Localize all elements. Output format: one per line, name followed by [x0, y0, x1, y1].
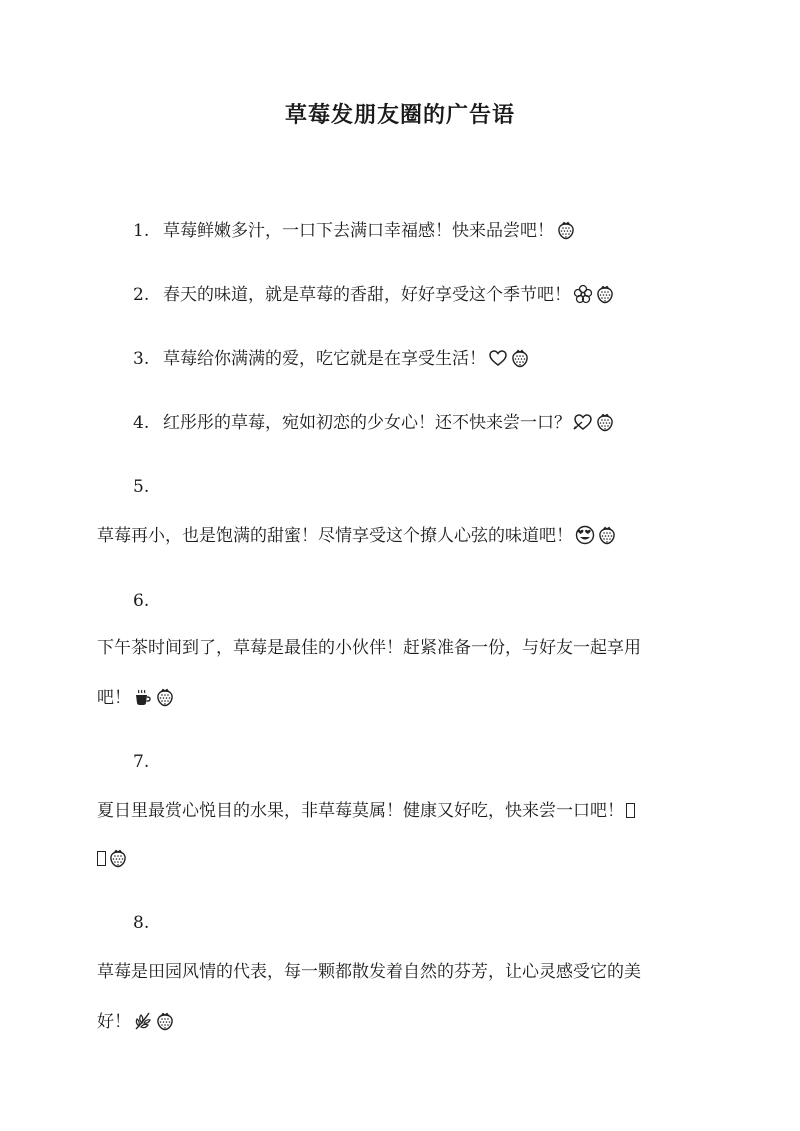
item-4-number: 4.: [133, 413, 150, 433]
item-8-text-line-2: [97, 1010, 175, 1034]
item-4-text: 红彤彤的草莓，宛如初恋的少女心！还不快来尝一口？: [163, 413, 571, 433]
missing-glyph-box: [626, 803, 635, 818]
item-5-number: 5.: [133, 477, 150, 497]
item-8-text-2: 好！: [97, 1012, 131, 1032]
strawberry-icon: [108, 848, 128, 868]
strawberry-icon: [556, 220, 576, 240]
item-5-text: 草莓再小，也是饱满的甜蜜！尽情享受这个撩人心弦的味道吧！: [97, 526, 573, 546]
item-3-text-line: [163, 347, 530, 371]
item-1-number: 1.: [133, 221, 150, 241]
item-3-number: 3.: [133, 349, 150, 369]
item-4-text-line: [163, 411, 615, 435]
strawberry-icon: [155, 687, 175, 707]
item-5-text-line: [97, 524, 617, 548]
herb-icon: [133, 1011, 153, 1031]
item-6-text-1: 下午茶时间到了，草莓是最佳的小伙伴！赶紧准备一份，与好友一起享用: [97, 638, 641, 658]
item-3-text: 草莓给你满满的爱，吃它就是在享受生活！: [163, 349, 486, 369]
strawberry-icon: [595, 412, 615, 432]
item-7-text-1: 夏日里最赏心悦目的水果，非草莓莫属！健康又好吃，快来尝一口吧！: [97, 801, 624, 821]
strawberry-icon: [597, 525, 617, 545]
flower-icon: [573, 284, 593, 304]
item-6-text-line-2: [97, 686, 175, 710]
item-6-text-2: 吧！: [97, 688, 131, 708]
item-2-text: 春天的味道，就是草莓的香甜，好好享受这个季节吧！: [163, 285, 571, 305]
hot-beverage-icon: [133, 687, 153, 707]
item-6-text-line-1: [97, 636, 641, 660]
item-6-number: 6.: [133, 591, 150, 611]
item-2-number: 2.: [133, 285, 150, 305]
document-title: 草莓发朋友圈的广告语: [284, 102, 515, 128]
item-7-number: 7.: [133, 752, 150, 772]
item-1-text-line: [163, 219, 576, 243]
missing-glyph-box: [97, 851, 106, 866]
item-7-text-line-1: [97, 799, 635, 823]
item-8-number: 8.: [133, 913, 150, 933]
item-8-text-1: 草莓是田园风情的代表，每一颗都散发着自然的芬芳，让心灵感受它的美: [97, 962, 641, 982]
strawberry-icon: [595, 284, 615, 304]
item-1-text: 草莓鲜嫩多汁，一口下去满口幸福感！快来品尝吧！: [163, 221, 554, 241]
item-7-text-line-2: [97, 847, 128, 871]
strawberry-icon: [155, 1011, 175, 1031]
heart-icon: [488, 348, 508, 368]
item-2-text-line: [163, 283, 615, 307]
item-8-text-line-1: [97, 960, 641, 984]
heart-eyes-face-icon: [575, 525, 595, 545]
heart-arrow-icon: [573, 412, 593, 432]
strawberry-icon: [510, 348, 530, 368]
